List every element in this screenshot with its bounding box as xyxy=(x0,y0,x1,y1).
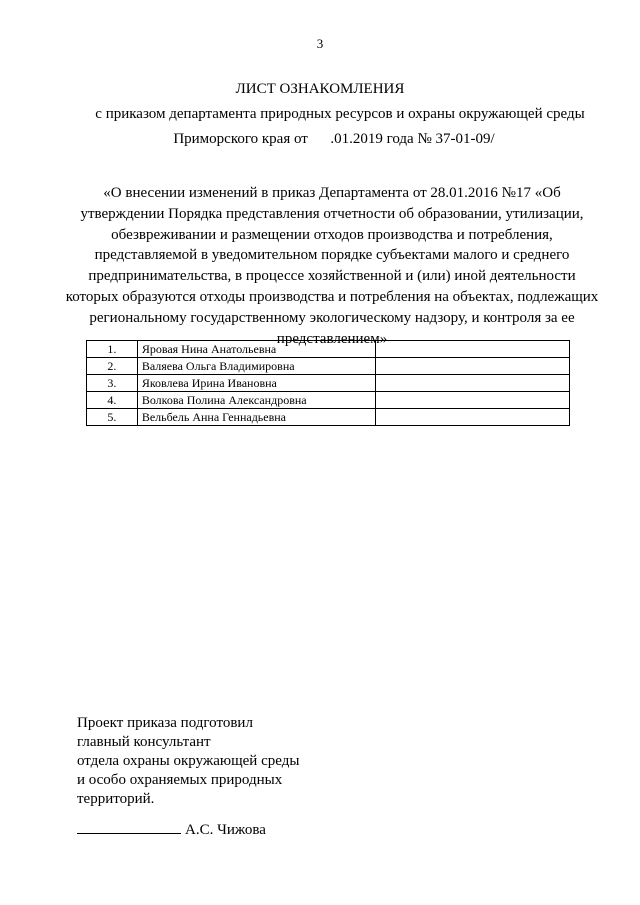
page-number: 3 xyxy=(316,36,324,51)
row-number: 4. xyxy=(87,392,138,409)
order-title-line: региональному государственному экологическому надзору, и контроля за ее xyxy=(89,309,575,326)
table-row xyxy=(87,375,570,392)
signature-line xyxy=(77,821,181,834)
document-subtitle-line2: Приморского края от .01.2019 года № 37-01-09/ xyxy=(173,131,495,147)
prepared-by-line: и особо охраняемых природных xyxy=(77,772,283,788)
signature-cell xyxy=(375,409,569,426)
row-number: 3. xyxy=(87,375,138,392)
order-title-line: представлением» xyxy=(276,330,388,347)
table-row xyxy=(87,409,570,426)
prepared-by-line: главный консультант xyxy=(77,734,211,750)
prepared-by-line: Проект приказа подготовил xyxy=(77,715,253,731)
row-number: 5. xyxy=(87,409,138,426)
prepared-by-line: отдела охраны окружающей среды xyxy=(77,753,300,769)
order-title-line: «О внесении изменений в приказ Департамента от 28.01.2016 №17 «Об xyxy=(103,185,561,201)
employee-name: Яковлева Ирина Ивановна xyxy=(137,375,375,392)
table-row xyxy=(87,392,570,409)
signature-cell xyxy=(375,341,569,358)
employee-name: Волкова Полина Александровна xyxy=(137,392,375,409)
row-number: 2. xyxy=(87,358,138,375)
order-title-line: утверждении Порядка представления отчетности об образовании, утилизации, xyxy=(80,205,584,222)
employee-name: Яровая Нина Анатольевна xyxy=(137,341,375,358)
order-title-line: предпринимательства, в процессе хозяйственной и (или) иной деятельности xyxy=(88,268,576,285)
order-title-line: которых образуются отходы производства и потребления на объектах, подлежащих xyxy=(65,288,599,305)
signatory-name: А.С. Чижова xyxy=(185,822,266,838)
signature-cell xyxy=(375,392,569,409)
signature-cell xyxy=(375,358,569,375)
signature-block xyxy=(77,821,266,839)
order-title-line: представляемой в уведомительном порядке субъектами малого и среднего xyxy=(94,247,570,264)
acquaintance-table xyxy=(86,340,570,426)
prepared-by-block xyxy=(77,714,299,809)
document-title: ЛИСТ ОЗНАКОМЛЕНИЯ xyxy=(235,81,405,97)
table-row xyxy=(87,358,570,375)
order-title-line: обезвреживании и размещении отходов производства и потребления, xyxy=(111,226,553,243)
document-subtitle-line1: с приказом департамента природных ресурсов и охраны окружающей среды xyxy=(95,106,585,122)
prepared-by-line: территорий. xyxy=(77,791,155,807)
employee-name: Вельбель Анна Геннадьевна xyxy=(137,409,375,426)
employee-name: Валяева Ольга Владимировна xyxy=(137,358,375,375)
table-row xyxy=(87,341,570,358)
signature-cell xyxy=(375,375,569,392)
order-title xyxy=(62,183,602,349)
row-number: 1. xyxy=(87,341,138,358)
